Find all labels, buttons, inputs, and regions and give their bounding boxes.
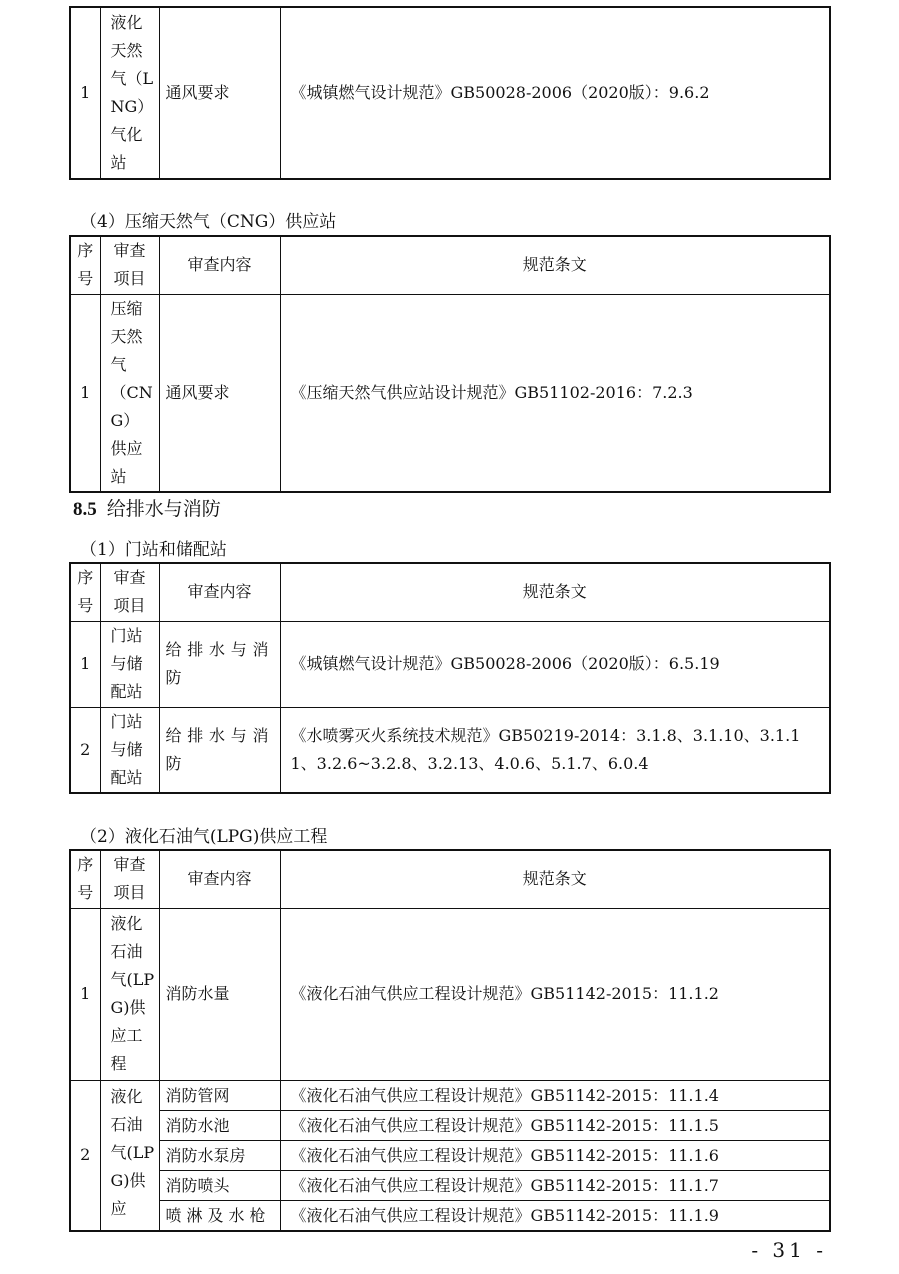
lpg-table [69, 849, 831, 1232]
table-row [70, 294, 830, 492]
header-no: 序号 [70, 236, 100, 294]
review-item: 液化石油气(LPG)供应工程 [100, 908, 159, 1080]
row-no: 2 [70, 707, 100, 793]
row-no: 2 [70, 1080, 100, 1231]
table-row [70, 621, 830, 707]
spec-text: 《压缩天然气供应站设计规范》GB51102-2016：7.2.3 [280, 294, 830, 492]
review-content: 通风要求 [159, 294, 280, 492]
spec-text: 《液化石油气供应工程设计规范》GB51142-2015：11.1.5 [280, 1110, 830, 1140]
review-content: 喷淋及水枪 [159, 1200, 280, 1231]
review-item: 压缩天然气（CNG）供应站 [100, 294, 159, 492]
review-item: 门站与储配站 [100, 621, 159, 707]
table-row [70, 1170, 830, 1200]
row-no: 1 [70, 908, 100, 1080]
header-item: 审查项目 [100, 850, 159, 908]
spec-text: 《城镇燃气设计规范》GB50028-2006（2020版）：6.5.19 [280, 621, 830, 707]
header-item: 审查项目 [100, 563, 159, 621]
row-no: 1 [70, 7, 100, 179]
header-spec: 规范条文 [280, 236, 830, 294]
review-content: 给排水与消防 [159, 707, 280, 793]
spec-text: 《液化石油气供应工程设计规范》GB51142-2015：11.1.9 [280, 1200, 830, 1231]
page-number: - 31 - [751, 1238, 827, 1262]
table-row [70, 1140, 830, 1170]
header-spec: 规范条文 [280, 563, 830, 621]
section-heading [73, 494, 221, 521]
header-no: 序号 [70, 563, 100, 621]
table-row [70, 1080, 830, 1110]
spec-text: 《液化石油气供应工程设计规范》GB51142-2015：11.1.7 [280, 1170, 830, 1200]
header-spec: 规范条文 [280, 850, 830, 908]
spec-text: 《城镇燃气设计规范》GB50028-2006（2020版）：9.6.2 [280, 7, 830, 179]
lpg-caption: （2）液化石油气(LPG)供应工程 [80, 827, 328, 847]
review-content: 消防喷头 [159, 1170, 280, 1200]
review-content: 消防水量 [159, 908, 280, 1080]
cng-table [69, 235, 831, 493]
section-title: 给排水与消防 [106, 498, 221, 520]
lng-table [69, 6, 831, 180]
cng-caption: （4）压缩天然气（CNG）供应站 [80, 212, 337, 232]
table-header-row [70, 236, 830, 294]
table-row [70, 707, 830, 793]
header-content: 审查内容 [159, 236, 280, 294]
header-content: 审查内容 [159, 850, 280, 908]
table-row [70, 908, 830, 1080]
review-content: 通风要求 [159, 7, 280, 179]
gate-table [69, 562, 831, 794]
row-no: 1 [70, 294, 100, 492]
review-item: 门站与储配站 [100, 707, 159, 793]
review-content: 给排水与消防 [159, 621, 280, 707]
table-row [70, 1200, 830, 1231]
header-item: 审查项目 [100, 236, 159, 294]
row-no: 1 [70, 621, 100, 707]
table-row [70, 7, 830, 179]
spec-text: 《水喷雾灭火系统技术规范》GB50219-2014：3.1.8、3.1.10、3.1.11、3.2.6~3.2.8、3.2.13、4.0.6、5.1.7、6.0.4 [280, 707, 830, 793]
table-header-row [70, 563, 830, 621]
review-item: 液化石油气(LPG)供应 [100, 1080, 159, 1231]
spec-text: 《液化石油气供应工程设计规范》GB51142-2015：11.1.4 [280, 1080, 830, 1110]
gate-caption: （1）门站和储配站 [80, 540, 227, 560]
spec-text: 《液化石油气供应工程设计规范》GB51142-2015：11.1.6 [280, 1140, 830, 1170]
review-content: 消防水池 [159, 1110, 280, 1140]
review-content: 消防水泵房 [159, 1140, 280, 1170]
header-content: 审查内容 [159, 563, 280, 621]
review-content: 消防管网 [159, 1080, 280, 1110]
spec-text: 《液化石油气供应工程设计规范》GB51142-2015：11.1.2 [280, 908, 830, 1080]
table-header-row [70, 850, 830, 908]
review-item: 液化天然气（LNG）气化站 [100, 7, 159, 179]
table-row [70, 1110, 830, 1140]
header-no: 序号 [70, 850, 100, 908]
section-number: 8.5 [73, 499, 97, 520]
